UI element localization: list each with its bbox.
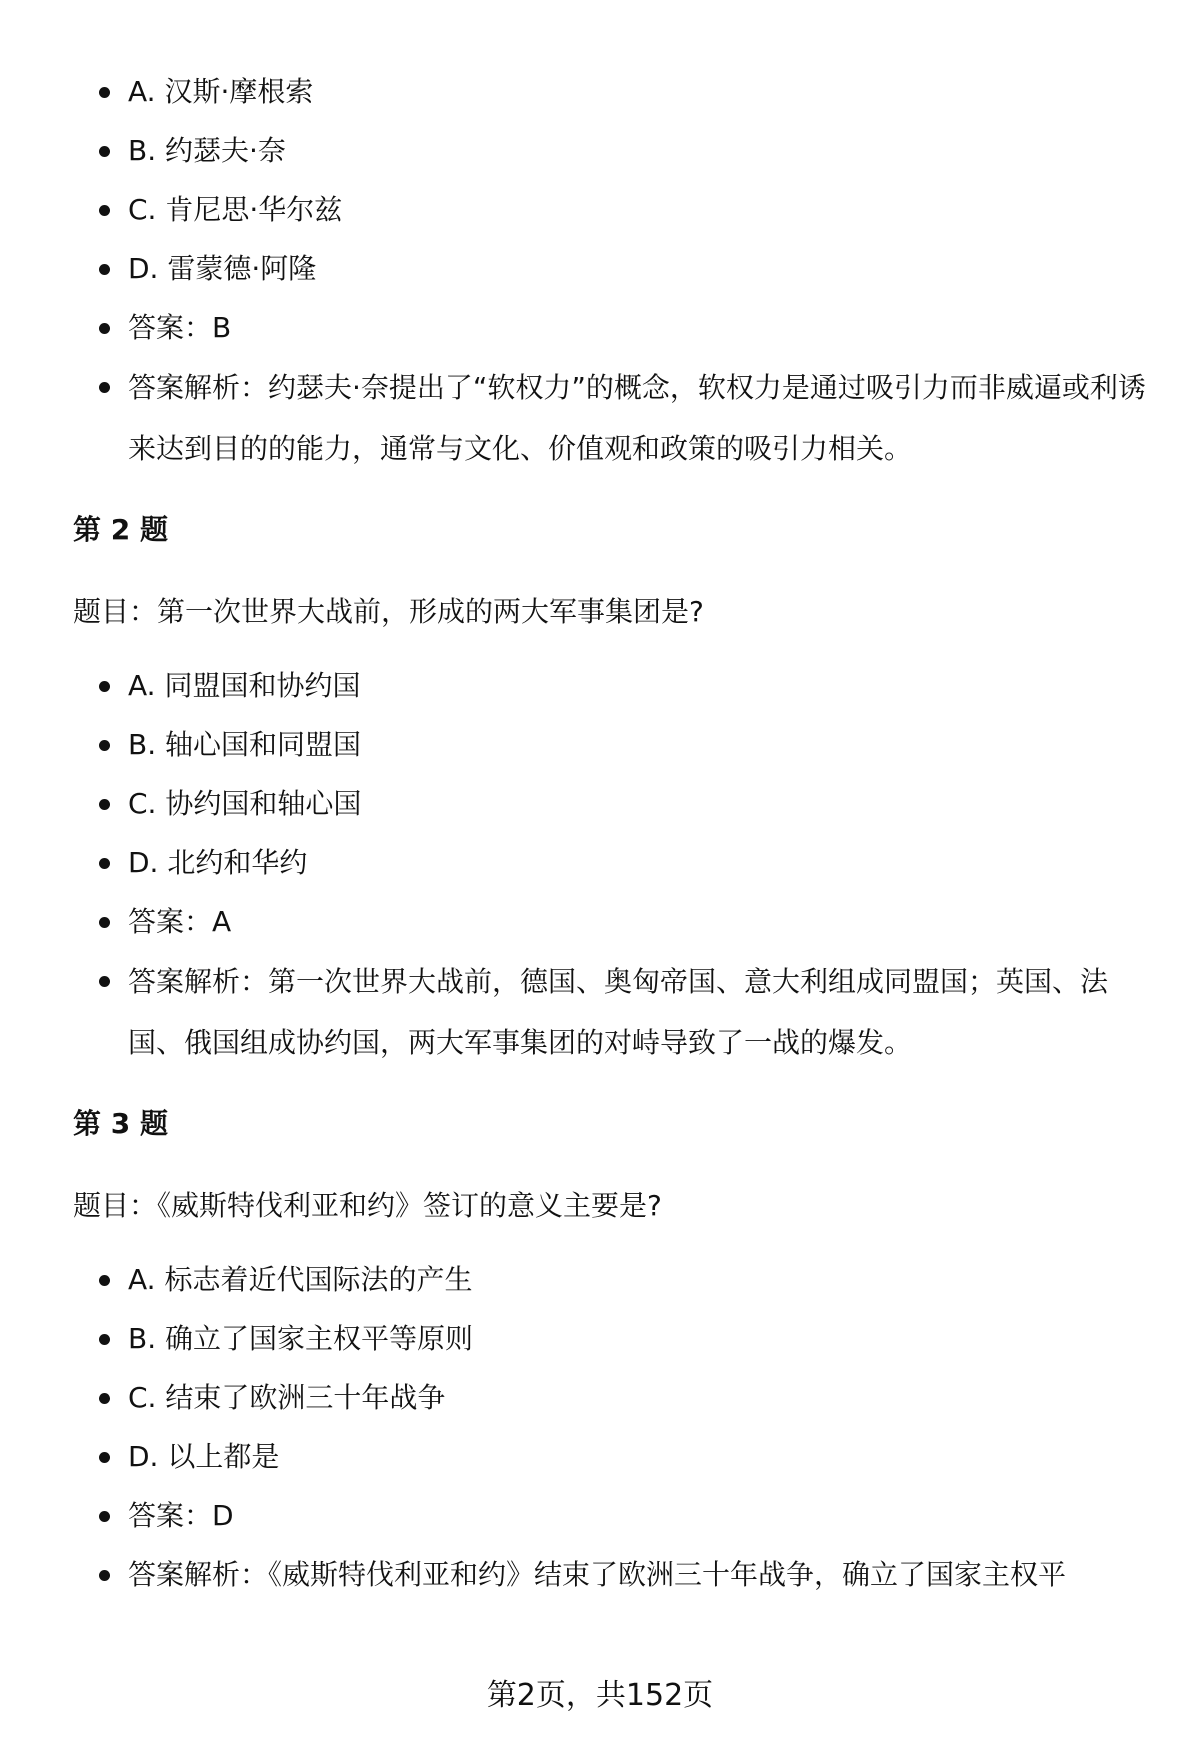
q2-option-list — [73, 656, 1153, 1073]
q1-option-a: A. 汉斯·摩根索 — [73, 62, 1153, 121]
q2-question: 题目：第一次世界大战前，形成的两大军事集团是? — [73, 595, 704, 628]
q3-option-a: A. 标志着近代国际法的产生 — [73, 1250, 1153, 1309]
q2-option-b: B. 轴心国和同盟国 — [73, 715, 1153, 774]
q1-answer: 答案：B — [73, 298, 1153, 357]
q1-option-b: B. 约瑟夫·奈 — [73, 121, 1153, 180]
q3-question: 题目：《威斯特伐利亚和约》签订的意义主要是? — [73, 1189, 662, 1222]
q3-option-b: B. 确立了国家主权平等原则 — [73, 1309, 1153, 1368]
q1-option-d: D. 雷蒙德·阿隆 — [73, 239, 1153, 298]
q2-option-a: A. 同盟国和协约国 — [73, 656, 1153, 715]
q2-explanation: 答案解析：第一次世界大战前，德国、奥匈帝国、意大利组成同盟国；英国、法国、俄国组成协约国，两大军事集团的对峙导致了一战的爆发。 — [73, 951, 1153, 1073]
page-number-footer: 第2页，共152页 — [486, 1678, 714, 1713]
q2-answer: 答案：A — [73, 892, 1153, 951]
q1-option-c: C. 肯尼思·华尔兹 — [73, 180, 1153, 239]
q2-option-d: D. 北约和华约 — [73, 833, 1153, 892]
q3-option-c: C. 结束了欧洲三十年战争 — [73, 1368, 1153, 1427]
page-content — [73, 62, 1153, 1604]
q3-heading: 第 3 题 — [73, 1107, 168, 1140]
q2-option-c: C. 协约国和轴心国 — [73, 774, 1153, 833]
q3-option-list — [73, 1250, 1153, 1604]
q3-explanation: 答案解析：《威斯特伐利亚和约》结束了欧洲三十年战争，确立了国家主权平 — [73, 1545, 1153, 1604]
q3-answer: 答案：D — [73, 1486, 1153, 1545]
q1-option-list — [73, 62, 1153, 479]
q3-option-d: D. 以上都是 — [73, 1427, 1153, 1486]
q1-explanation: 答案解析：约瑟夫·奈提出了“软权力”的概念，软权力是通过吸引力而非威逼或利诱来达到目的的能力，通常与文化、价值观和政策的吸引力相关。 — [73, 357, 1153, 479]
q2-heading: 第 2 题 — [73, 513, 168, 546]
